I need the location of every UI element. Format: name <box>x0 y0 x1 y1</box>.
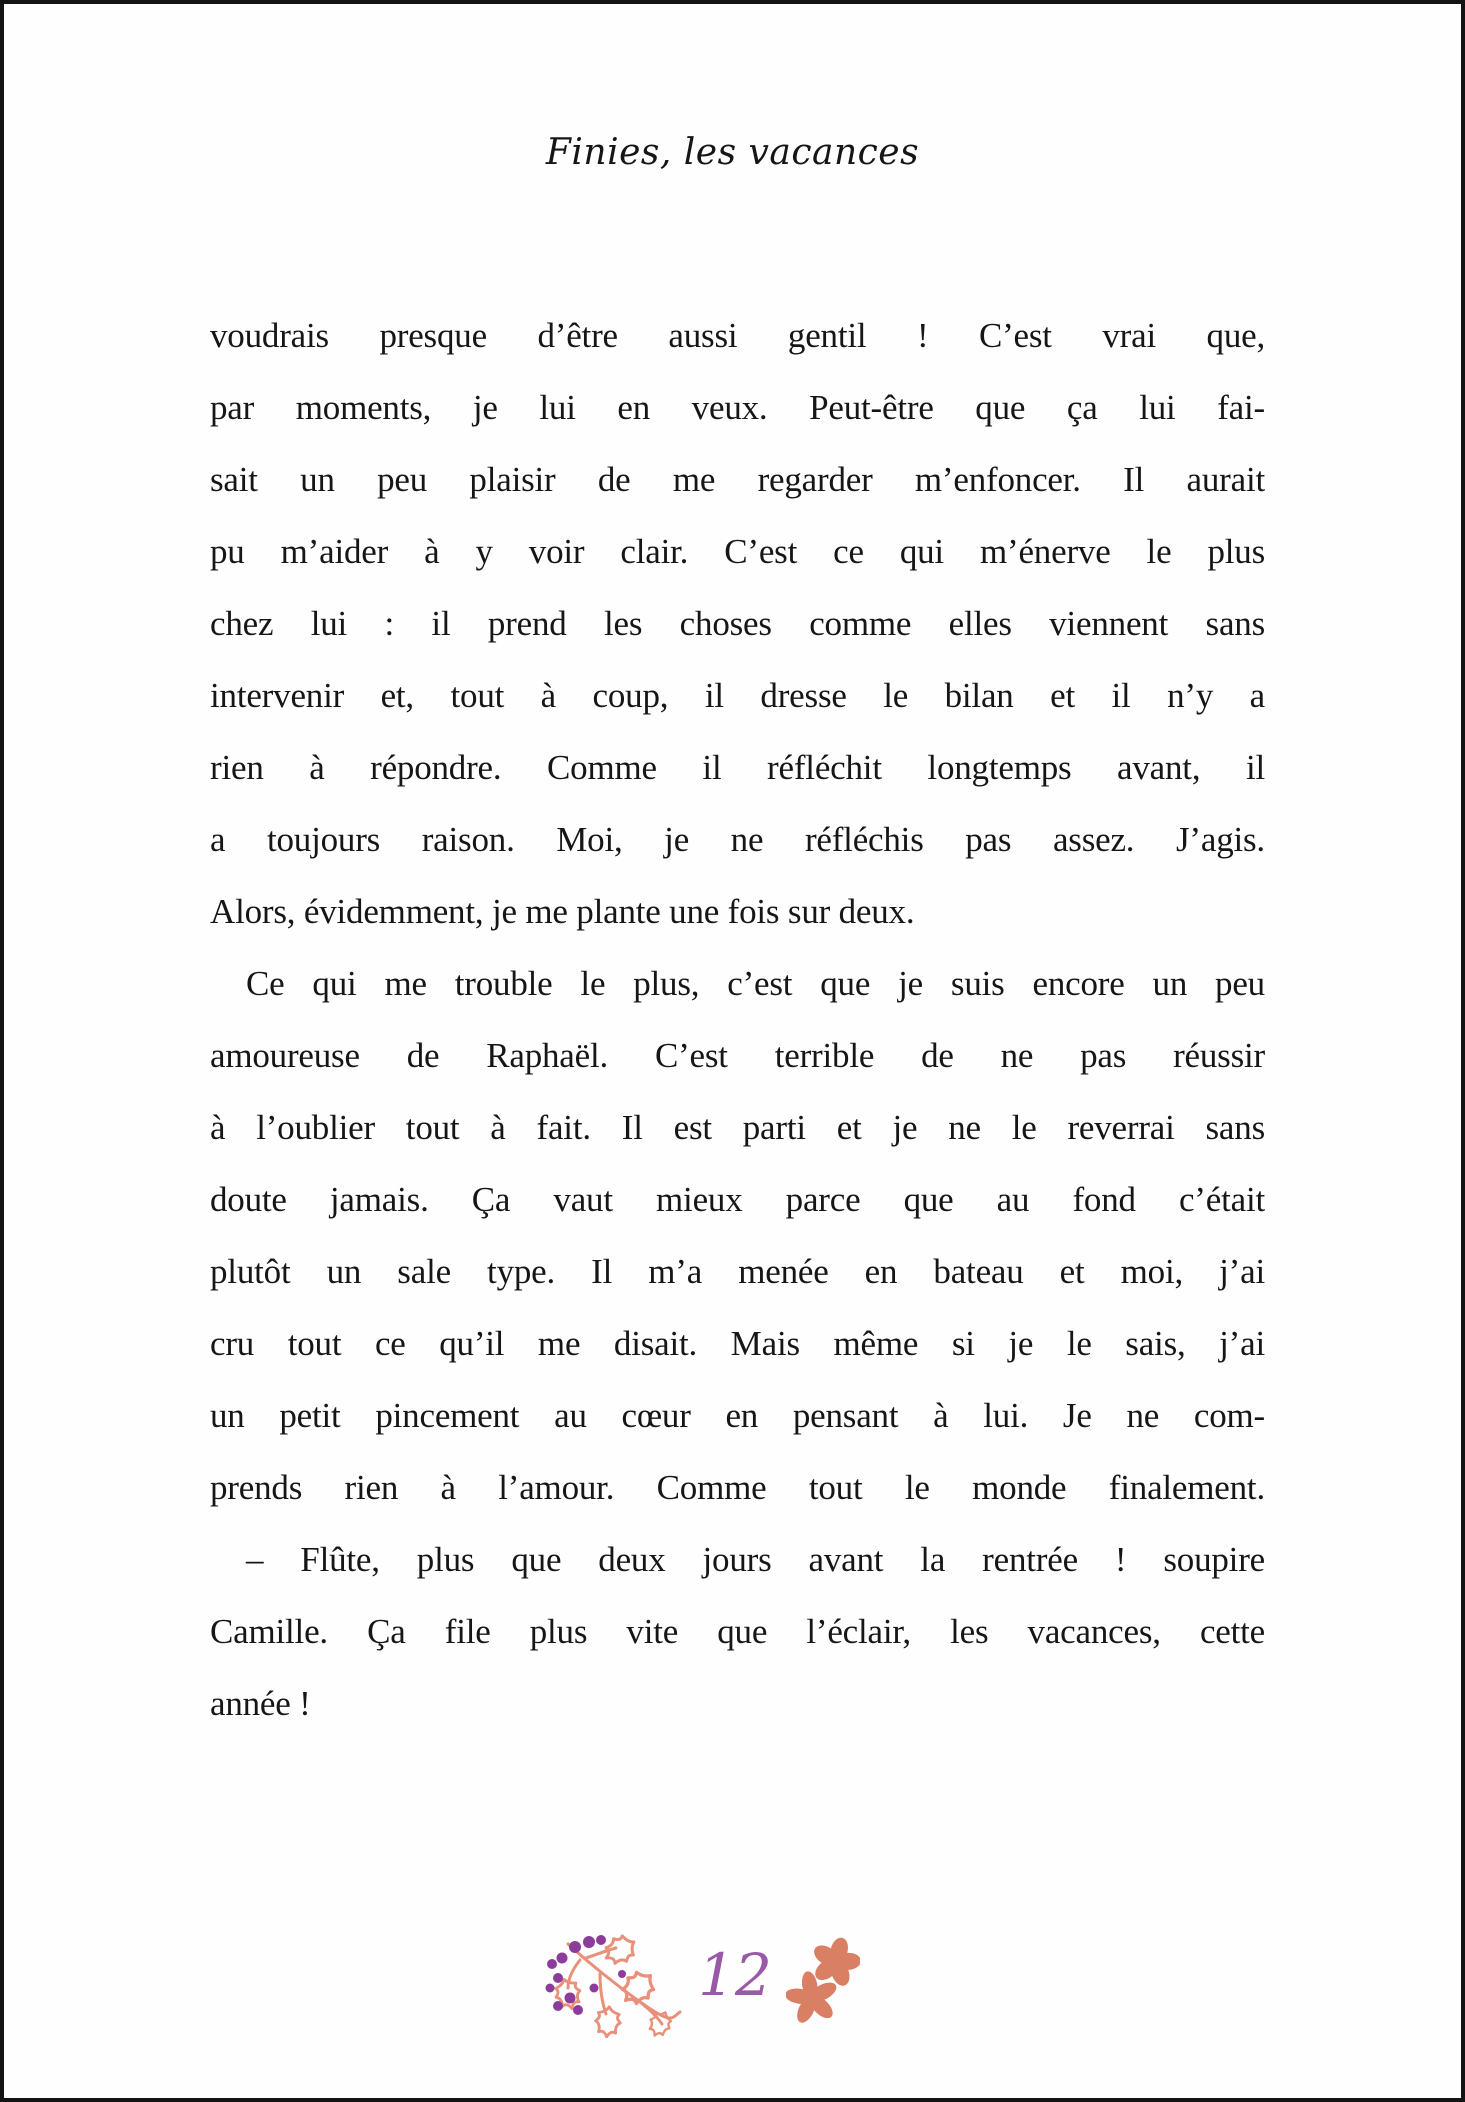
page-footer <box>4 1904 1461 2074</box>
text-line: Camille. Ça file plus vite que l’éclair, les vacances, cette <box>210 1612 1265 1651</box>
holly-branch-icon <box>542 1930 686 2038</box>
text-line: un petit pincement au cœur en pensant à lui. Je ne com- <box>210 1396 1265 1435</box>
running-header: Finies, les vacances <box>545 132 920 173</box>
text-line: a toujours raison. Moi, je ne réfléchis pas assez. J’agis. <box>210 820 1265 859</box>
text-line: cru tout ce qu’il me disait. Mais même si je le sais, j’ai <box>210 1324 1265 1363</box>
text-line: prends rien à l’amour. Comme tout le monde finalement. <box>210 1468 1265 1507</box>
text-line: intervenir et, tout à coup, il dresse le bilan et il n’y a <box>210 676 1265 715</box>
text-line: amoureuse de Raphaël. C’est terrible de ne pas réussir <box>210 1036 1265 1075</box>
text-line: Ce qui me trouble le plus, c’est que je suis encore un peu <box>246 964 1265 1003</box>
text-line: année ! <box>210 1684 311 1723</box>
text-line: par moments, je lui en veux. Peut-être que ça lui fai- <box>210 388 1265 427</box>
text-line: voudrais presque d’être aussi gentil ! C’est vrai que, <box>210 316 1265 355</box>
text-line: – Flûte, plus que deux jours avant la rentrée ! soupire <box>246 1540 1265 1579</box>
text-line: rien à répondre. Comme il réfléchit longtemps avant, il <box>210 748 1265 787</box>
text-line: chez lui : il prend les choses comme elles viennent sans <box>210 604 1265 643</box>
body-text <box>210 300 1265 1740</box>
text-line: doute jamais. Ça vaut mieux parce que au fond c’était <box>210 1180 1265 1219</box>
flowers-icon <box>786 1936 860 2028</box>
text-line: plutôt un sale type. Il m’a menée en bateau et moi, j’ai <box>210 1252 1265 1291</box>
text-line: pu m’aider à y voir clair. C’est ce qui m’énerve le plus <box>210 532 1265 571</box>
text-line: à l’oublier tout à fait. Il est parti et je ne le reverrai sans <box>210 1108 1265 1147</box>
text-line: Alors, évidemment, je me plante une fois sur deux. <box>210 892 915 931</box>
text-line: sait un peu plaisir de me regarder m’enfoncer. Il aurait <box>210 460 1265 499</box>
page-number: 12 <box>698 1941 772 2009</box>
